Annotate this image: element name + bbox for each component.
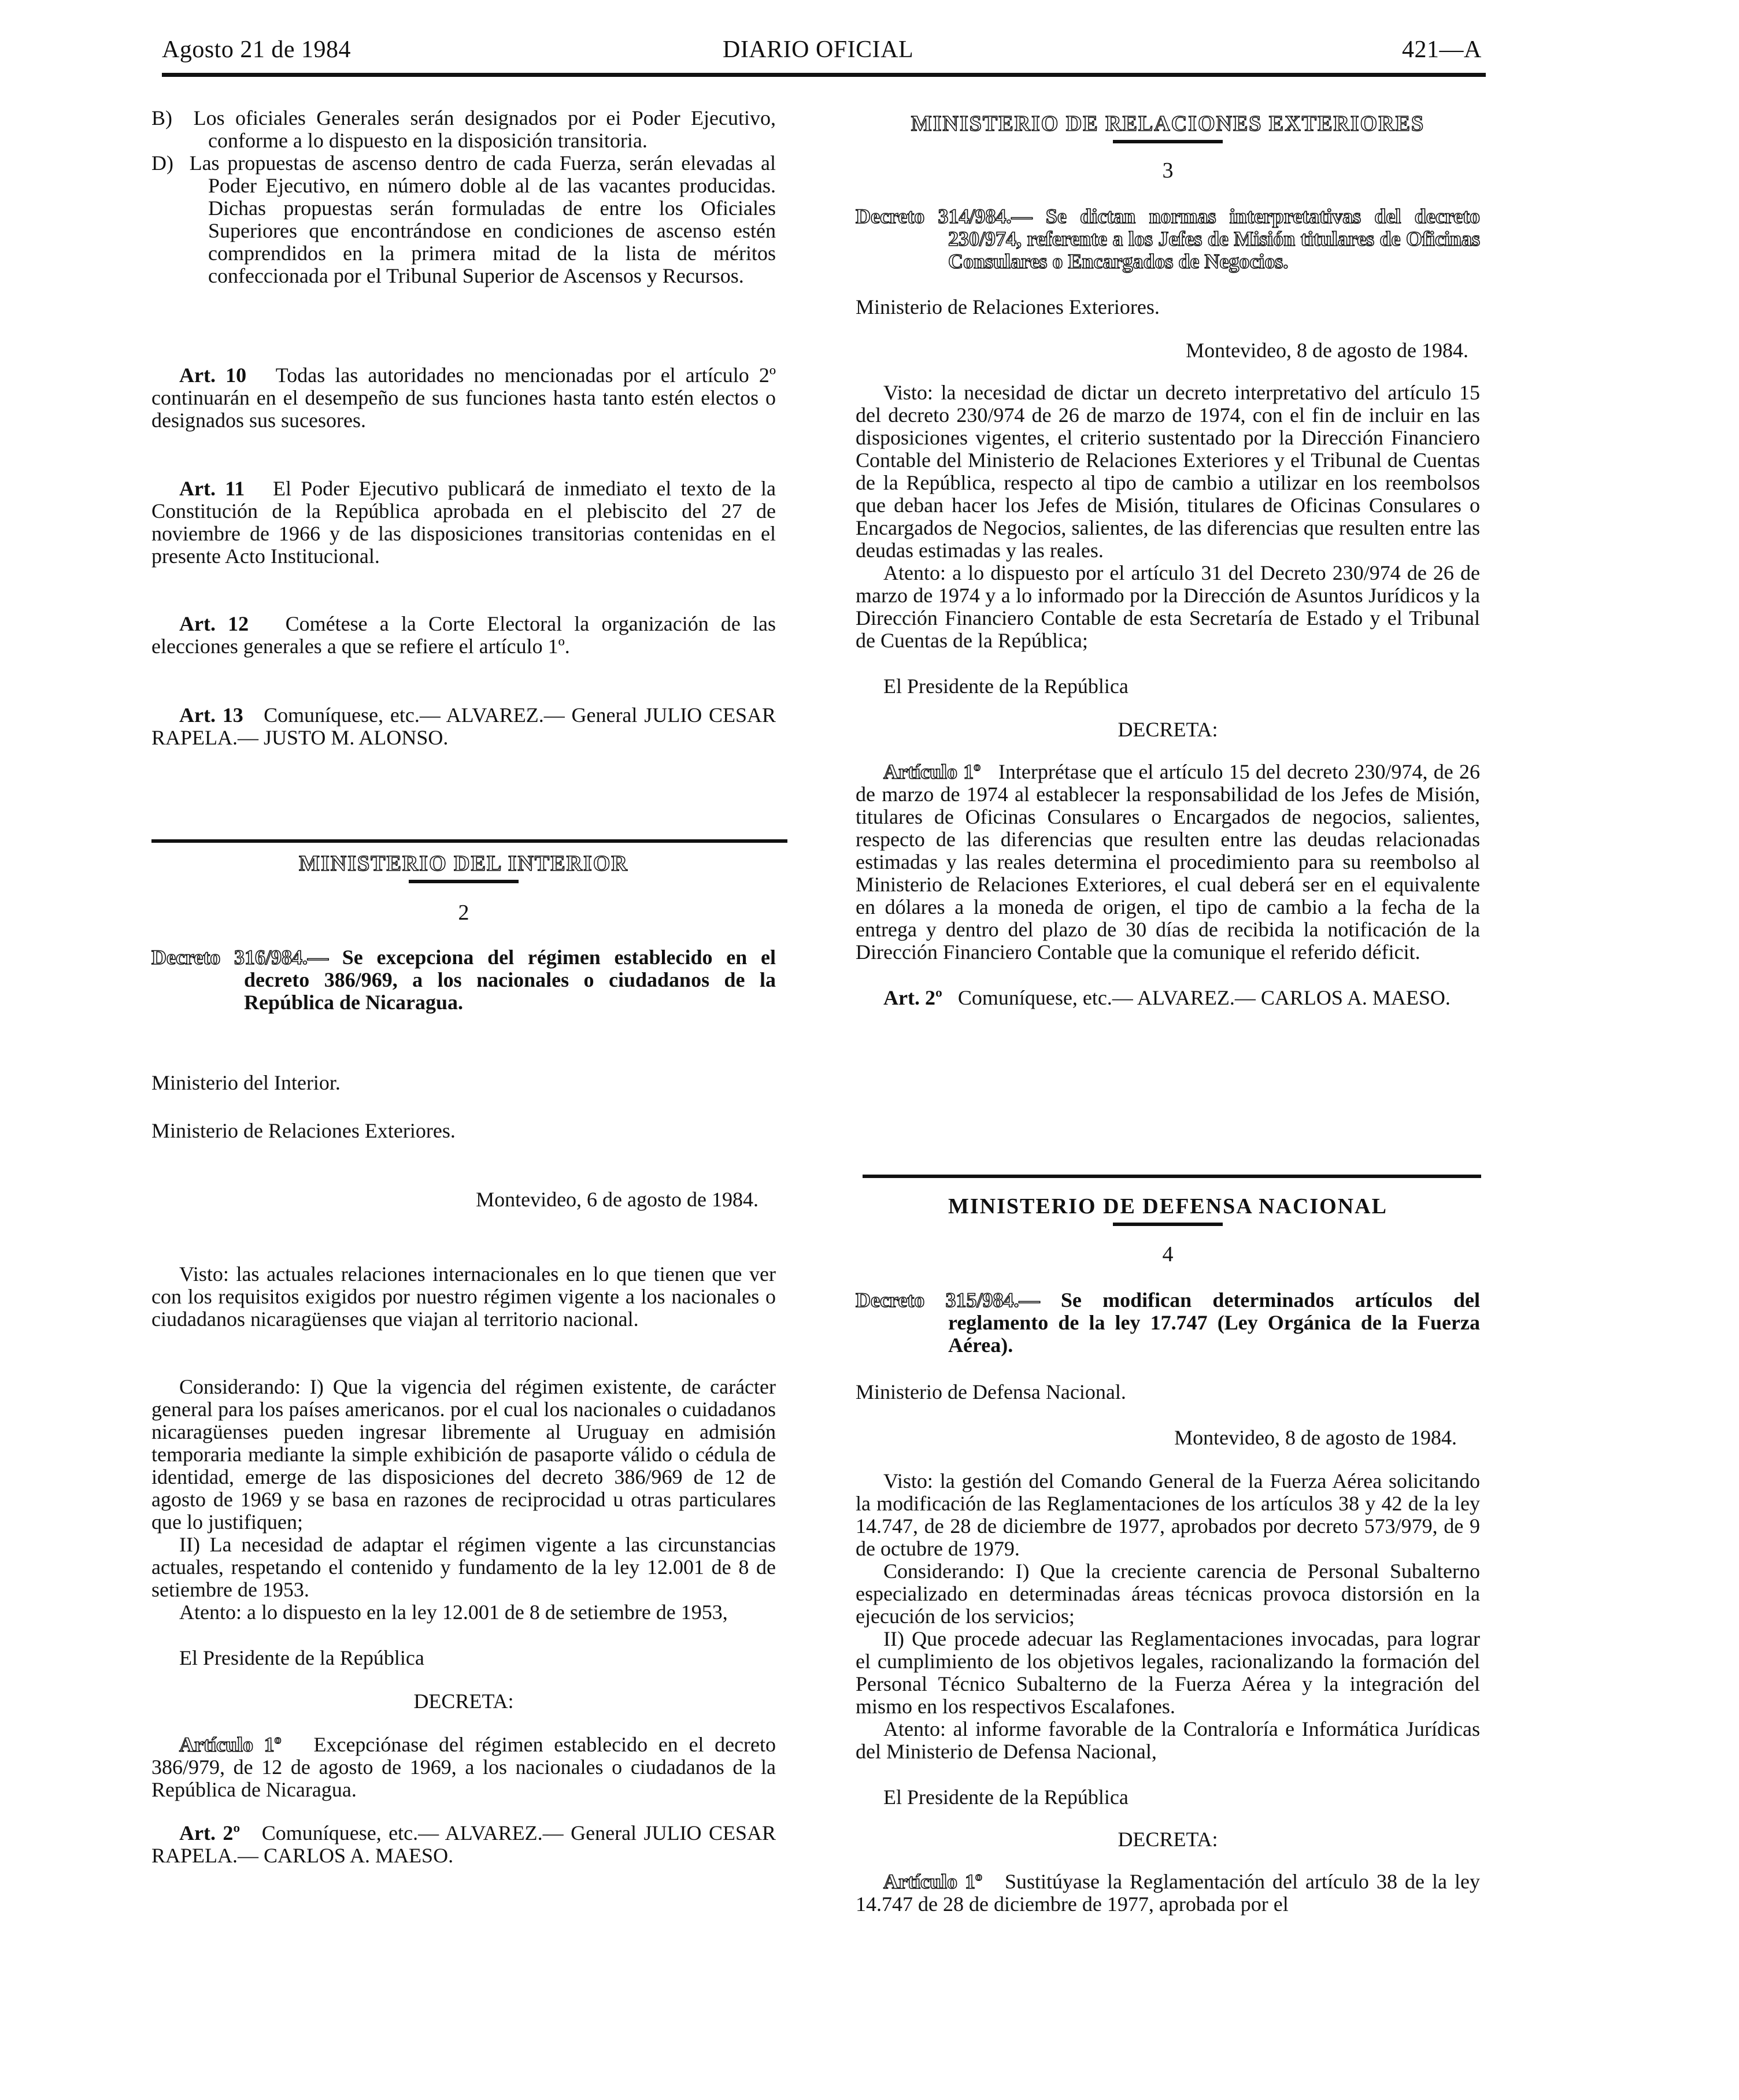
article-label: Artículo 1º: [883, 760, 981, 783]
header-date: Agosto 21 de 1984: [162, 36, 351, 63]
section-number: 2: [458, 901, 469, 925]
section-rule: [863, 1175, 1481, 1178]
header-publication: DIARIO OFICIAL: [723, 36, 914, 63]
item-label: D): [151, 151, 173, 175]
item-text: Las propuestas de ascenso dentro de cada Fuerza, serán elevadas al Poder Ejecutivo, en número doble al de las vacantes producidas. Dichas propuestas serán formuladas de entre los Oficiales Superiores que encontrándose en condiciones de ascenso estén comprendidos en la primera mitad de la lista de méritos confeccionada por el Tribunal Superior de Ascensos y Recursos.: [189, 151, 776, 287]
section-interior: [151, 853, 776, 1867]
heading-underline: [409, 880, 519, 883]
list-item-d: [151, 152, 776, 287]
issuer: Ministerio del Interior.: [151, 1071, 341, 1094]
considerando-paragraph: Considerando: I) Que la vigencia del régimen existente, de carácter general para los países americanos. por el cual los nacionales o cuidadanos nicaragüenses pueden ingresar libremente al Uruguay en admisión temporaria mediante la simple exhibición de pasaporte válido o cédula de identidad, emerge de las disposiciones del decreto 386/969 de 12 de agosto de 1969 y se basa en razones de reciprocidad u otras particulares que lo justifiquen;: [151, 1375, 776, 1534]
article-2: [856, 987, 1480, 1009]
article-10: [151, 364, 776, 432]
decreta-heading: DECRETA:: [413, 1690, 514, 1713]
decree-title: [151, 946, 776, 1014]
heading-underline: [1113, 140, 1223, 143]
header-rule: [162, 73, 1486, 77]
considerando-paragraph: II) Que procede adecuar las Reglamentaciones invocadas, para lograr el cumplimiento de los objetivos legales, racionalizando la formación del Personal Técnico Subalterno de la Fuerza Aérea y la integración del mismo en los respectivos Escalafones.: [856, 1627, 1480, 1718]
article-label: Artículo 1º: [179, 1733, 282, 1756]
article-1: [856, 761, 1480, 964]
article-label: Art. 11: [179, 477, 245, 500]
ministry-heading: MINISTERIO DEL INTERIOR: [299, 851, 628, 876]
article-label: Art. 2º: [179, 1821, 240, 1845]
decree-label: Decreto 315/984.—: [856, 1288, 1040, 1312]
visto-paragraph: Visto: la necesidad de dictar un decreto interpretativo del artículo 15 del decreto 230/974 de 26 de marzo de 1974, con el fin de incluir en las disposiciones vigentes, el criterio sustentado por la Dirección Financiero Contable del Ministerio de Relaciones Exteriores y el Tribunal de Cuentas de la República, respecto al tipo de cambio a utilizar en los reembolsos que deban hacer los Jefes de Misión, titulares de Oficinas Consulares o Encargados de Negocios, salientes, de las diferencias que resulten entre las deudas estimadas y las reales.: [856, 381, 1480, 562]
section-number: 3: [1162, 158, 1174, 183]
article-label: Art. 13: [179, 703, 243, 727]
section-relaciones-exteriores: [856, 113, 1480, 1009]
article-label: Art. 10: [179, 364, 247, 387]
decree-summary: Se modifican determinados artículos del reglamento de la ley 17.747 (Ley Orgánica de la Fuerza Aérea).: [948, 1288, 1480, 1357]
atento-paragraph: Atento: a lo dispuesto en la ley 12.001 de 8 de setiembre de 1953,: [179, 1601, 728, 1624]
article-12: [151, 613, 776, 658]
decree-title: [856, 205, 1480, 273]
heading-underline: [1113, 1223, 1223, 1226]
article-text: Excepciónase del régimen establecido en el decreto 386/979, de 12 de agosto de 1969, a los nacionales o ciudadanos de la República de Nicaragua.: [151, 1733, 776, 1801]
place-date: Montevideo, 8 de agosto de 1984.: [1174, 1426, 1457, 1449]
president-line: El Presidente de la República: [883, 1786, 1128, 1809]
visto-paragraph: Visto: la gestión del Comando General de la Fuerza Aérea solicitando la modificación de las Reglamentaciones de los artículos 38 y 42 de la ley 14.747, de 28 de diciembre de 1977, aprobados por decreto 573/979, de 9 de octubre de 1979.: [856, 1469, 1480, 1560]
place-date: Montevideo, 6 de agosto de 1984.: [476, 1188, 758, 1211]
article-text: Todas las autoridades no mencionadas por el artículo 2º continuarán en el desempeño de sus funciones hasta tanto estén electos o designados sus sucesores.: [151, 364, 776, 432]
considerando-paragraph: Considerando: I) Que la creciente carencia de Personal Subalterno especializado en determinadas áreas técnicas provoca distorsión en la ejecución de los servicios;: [856, 1560, 1480, 1628]
ministry-heading: MINISTERIO DE RELACIONES EXTERIORES: [911, 112, 1425, 136]
decree-label: Decreto 316/984.—: [151, 946, 328, 969]
header-page-number: 421—A: [1402, 36, 1482, 63]
decree-title: [856, 1289, 1480, 1357]
issuer: Ministerio de Defensa Nacional.: [856, 1380, 1126, 1403]
section-number: 4: [1162, 1242, 1174, 1266]
decree-summary: Se excepciona del régimen establecido en el decreto 386/969, a los nacionales o ciudadanos de la República de Nicaragua.: [244, 946, 776, 1014]
item-text: Los oficiales Generales serán designados por ei Poder Ejecutivo, conforme a lo dispuesto en la disposición transitoria.: [193, 106, 776, 152]
article-text: Sustitúyase la Reglamentación del artículo 38 de la ley 14.747 de 28 de diciembre de 1977, aprobada por el: [856, 1870, 1480, 1916]
list-item-b: [151, 107, 776, 152]
decree-label: Decreto 314/984.—: [856, 205, 1033, 228]
article-label: Art. 2º: [883, 986, 942, 1009]
president-line: El Presidente de la República: [883, 675, 1128, 698]
section-defensa: [856, 1195, 1480, 1916]
article-text: Comuníquese, etc.— ALVAREZ.— CARLOS A. MAESO.: [957, 986, 1451, 1009]
article-text: Comuníquese, etc.— ALVAREZ.— General JULIO CESAR RAPELA.— CARLOS A. MAESO.: [151, 1821, 776, 1867]
article-label: Art. 12: [179, 612, 249, 635]
article-13: [151, 704, 776, 749]
article-2: [151, 1822, 776, 1867]
decreta-heading: DECRETA:: [1118, 718, 1218, 741]
article-label: Artículo 1º: [883, 1870, 982, 1893]
article-11: [151, 477, 776, 568]
item-label: B): [151, 106, 172, 129]
article-text: Comuníquese, etc.— ALVAREZ.— General JULIO CESAR RAPELA.— JUSTO M. ALONSO.: [151, 703, 776, 749]
atento-paragraph: Atento: a lo dispuesto por el artículo 31 del Decreto 230/974 de 26 de marzo de 1974 y a lo informado por la Dirección de Asuntos Jurídicos y la Dirección Financiero Contable de esta Secretaría de Estado y el Tribunal de Cuentas de la República;: [856, 561, 1480, 652]
issuer: Ministerio de Relaciones Exteriores.: [856, 295, 1160, 318]
president-line: El Presidente de la República: [179, 1646, 424, 1669]
ministry-heading: MINISTERIO DE DEFENSA NACIONAL: [948, 1194, 1388, 1218]
article-1: [856, 1871, 1480, 1916]
atento-paragraph: Atento: al informe favorable de la Contraloría e Informática Jurídicas del Ministerio de Defensa Nacional,: [856, 1717, 1480, 1763]
section-rule: [151, 839, 787, 843]
visto-paragraph: Visto: las actuales relaciones internacionales en lo que tienen que ver con los requisitos exigidos por nuestro régimen vigente a los nacionales o ciudadanos nicaragüenses que viajan al territorio nacional.: [151, 1262, 776, 1331]
issuer: Ministerio de Relaciones Exteriores.: [151, 1119, 456, 1142]
decreta-heading: DECRETA:: [1118, 1828, 1218, 1851]
left-column-continuation: [151, 107, 776, 287]
article-text: El Poder Ejecutivo publicará de inmediato el texto de la Constitución de la República aprobada en el plebiscito del 27 de noviembre de 1966 y de las disposiciones transitorias contenidas en el presente Acto Institucional.: [151, 477, 776, 568]
decree-summary: Se dictan normas interpretativas del decreto 230/974, referente a los Jefes de Misión titulares de Oficinas Consulares o Encargados de Negocios.: [948, 205, 1480, 273]
considerando-paragraph: II) La necesidad de adaptar el régimen vigente a las circunstancias actuales, respetando el contenido y fundamento de la ley 12.001 de 8 de setiembre de 1953.: [151, 1533, 776, 1601]
place-date: Montevideo, 8 de agosto de 1984.: [1186, 339, 1468, 362]
article-1: [151, 1734, 776, 1801]
article-text: Cométese a la Corte Electoral la organización de las elecciones generales a que se refiere el artículo 1º.: [151, 612, 776, 658]
article-text: Interprétase que el artículo 15 del decreto 230/974, de 26 de marzo de 1974 al establecer la responsabilidad de los Jefes de Misión, titulares de Oficinas Consulares o Encargados de negocios, salientes, respecto de las diferencias que resulten entre las deudas relacionadas estimadas y las reales determina el procedimiento para su reembolso al Ministerio de Relaciones Exteriores, el cual deberá ser en el equivalente en dólares a la moneda de origen, el tipo de cambio a la fecha de la entrega y dentro del plazo de 30 días de recibida la notificación de la Dirección Financiero Contable que la comunique el referido déficit.: [856, 760, 1480, 964]
